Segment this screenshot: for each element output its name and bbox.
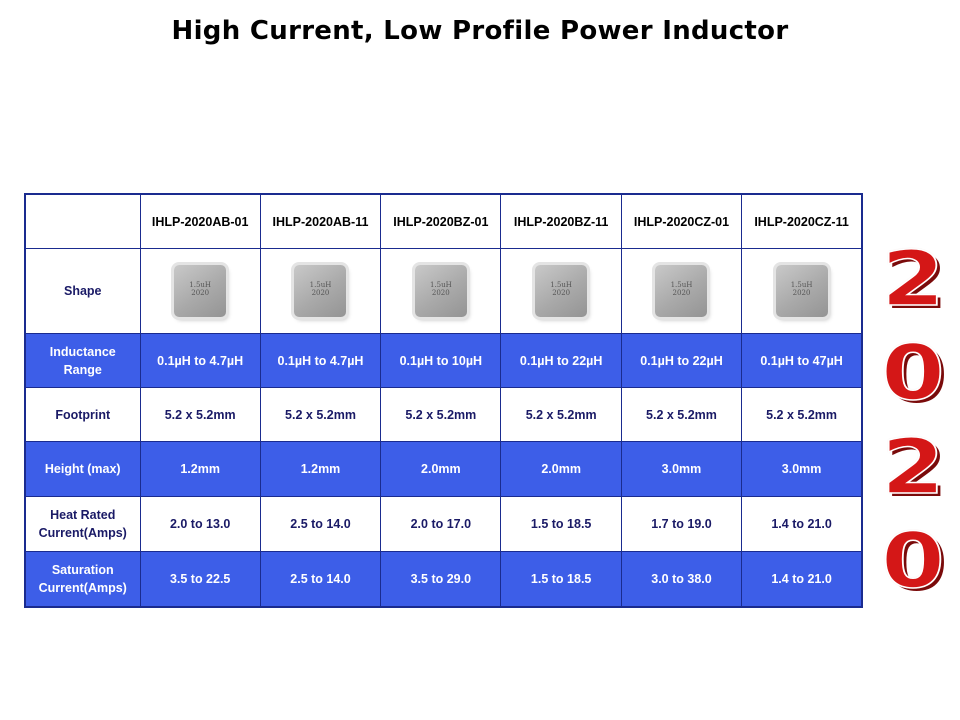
table-cell: 0.1µH to 4.7µH [260, 334, 380, 388]
table-cell: 0.1µH to 22µH [621, 334, 741, 388]
column-header: IHLP-2020AB-01 [140, 194, 260, 249]
table-cell: 0.1µH to 47µH [742, 334, 862, 388]
table-cell: 1.7 to 19.0 [621, 497, 741, 552]
row-label-height: Height (max) [25, 442, 140, 497]
shape-cell [260, 249, 380, 334]
inductor-chip-image: 1.5uH 2020 [415, 265, 467, 317]
side-digit: 0 [881, 328, 945, 417]
shape-cell [742, 249, 862, 334]
inductor-chip-image: 1.5uH 2020 [294, 265, 346, 317]
table-cell: 5.2 x 5.2mm [621, 388, 741, 442]
table-cell: 5.2 x 5.2mm [381, 388, 501, 442]
table-cell: 0.1µH to 22µH [501, 334, 621, 388]
table-header-row [25, 194, 862, 249]
column-header: IHLP-2020BZ-11 [501, 194, 621, 249]
row-label-saturation: Saturation Current(Amps) [25, 552, 140, 608]
table-cell: 3.5 to 29.0 [381, 552, 501, 608]
header-corner-cell [25, 194, 140, 249]
table-cell: 2.0mm [501, 442, 621, 497]
table-cell: 5.2 x 5.2mm [501, 388, 621, 442]
side-digit: 2 [881, 422, 945, 511]
shape-cell [621, 249, 741, 334]
table-cell: 3.0 to 38.0 [621, 552, 741, 608]
row-label-footprint: Footprint [25, 388, 140, 442]
table-cell: 1.4 to 21.0 [742, 552, 862, 608]
table-row-saturation [25, 552, 862, 608]
table-row-height [25, 442, 862, 497]
side-digit: 2 [881, 234, 945, 323]
table-cell: 2.5 to 14.0 [260, 552, 380, 608]
table-cell: 1.2mm [140, 442, 260, 497]
table-cell: 0.1µH to 4.7µH [140, 334, 260, 388]
table-row-shape [25, 249, 862, 334]
table-cell: 2.0 to 13.0 [140, 497, 260, 552]
spec-table [24, 193, 863, 608]
table-cell: 3.5 to 22.5 [140, 552, 260, 608]
table-cell: 2.0mm [381, 442, 501, 497]
side-digit: 0 [881, 516, 945, 605]
row-label-shape: Shape [25, 249, 140, 334]
table-row-heat-rated [25, 497, 862, 552]
inductor-chip-image: 1.5uH 2020 [655, 265, 707, 317]
row-label-heat-rated: Heat Rated Current(Amps) [25, 497, 140, 552]
row-label-inductance: Inductance Range [25, 334, 140, 388]
column-header: IHLP-2020CZ-11 [742, 194, 862, 249]
inductor-chip-image: 1.5uH 2020 [535, 265, 587, 317]
table-cell: 3.0mm [742, 442, 862, 497]
column-header: IHLP-2020CZ-01 [621, 194, 741, 249]
inductor-chip-image: 1.5uH 2020 [174, 265, 226, 317]
slide-title: High Current, Low Profile Power Inductor [171, 16, 789, 46]
shape-cell [140, 249, 260, 334]
inductor-chip-image: 1.5uH 2020 [776, 265, 828, 317]
table-cell: 2.5 to 14.0 [260, 497, 380, 552]
column-header: IHLP-2020BZ-01 [381, 194, 501, 249]
table-cell: 5.2 x 5.2mm [140, 388, 260, 442]
column-header: IHLP-2020AB-11 [260, 194, 380, 249]
table-cell: 1.2mm [260, 442, 380, 497]
table-cell: 3.0mm [621, 442, 741, 497]
shape-cell [381, 249, 501, 334]
shape-cell [501, 249, 621, 334]
table-cell: 2.0 to 17.0 [381, 497, 501, 552]
table-cell: 1.5 to 18.5 [501, 497, 621, 552]
table-cell: 5.2 x 5.2mm [260, 388, 380, 442]
table-row-footprint [25, 388, 862, 442]
table-row-inductance [25, 334, 862, 388]
side-digits-2020 [876, 232, 950, 608]
table-cell: 1.5 to 18.5 [501, 552, 621, 608]
table-cell: 1.4 to 21.0 [742, 497, 862, 552]
table-cell: 0.1µH to 10µH [381, 334, 501, 388]
table-cell: 5.2 x 5.2mm [742, 388, 862, 442]
